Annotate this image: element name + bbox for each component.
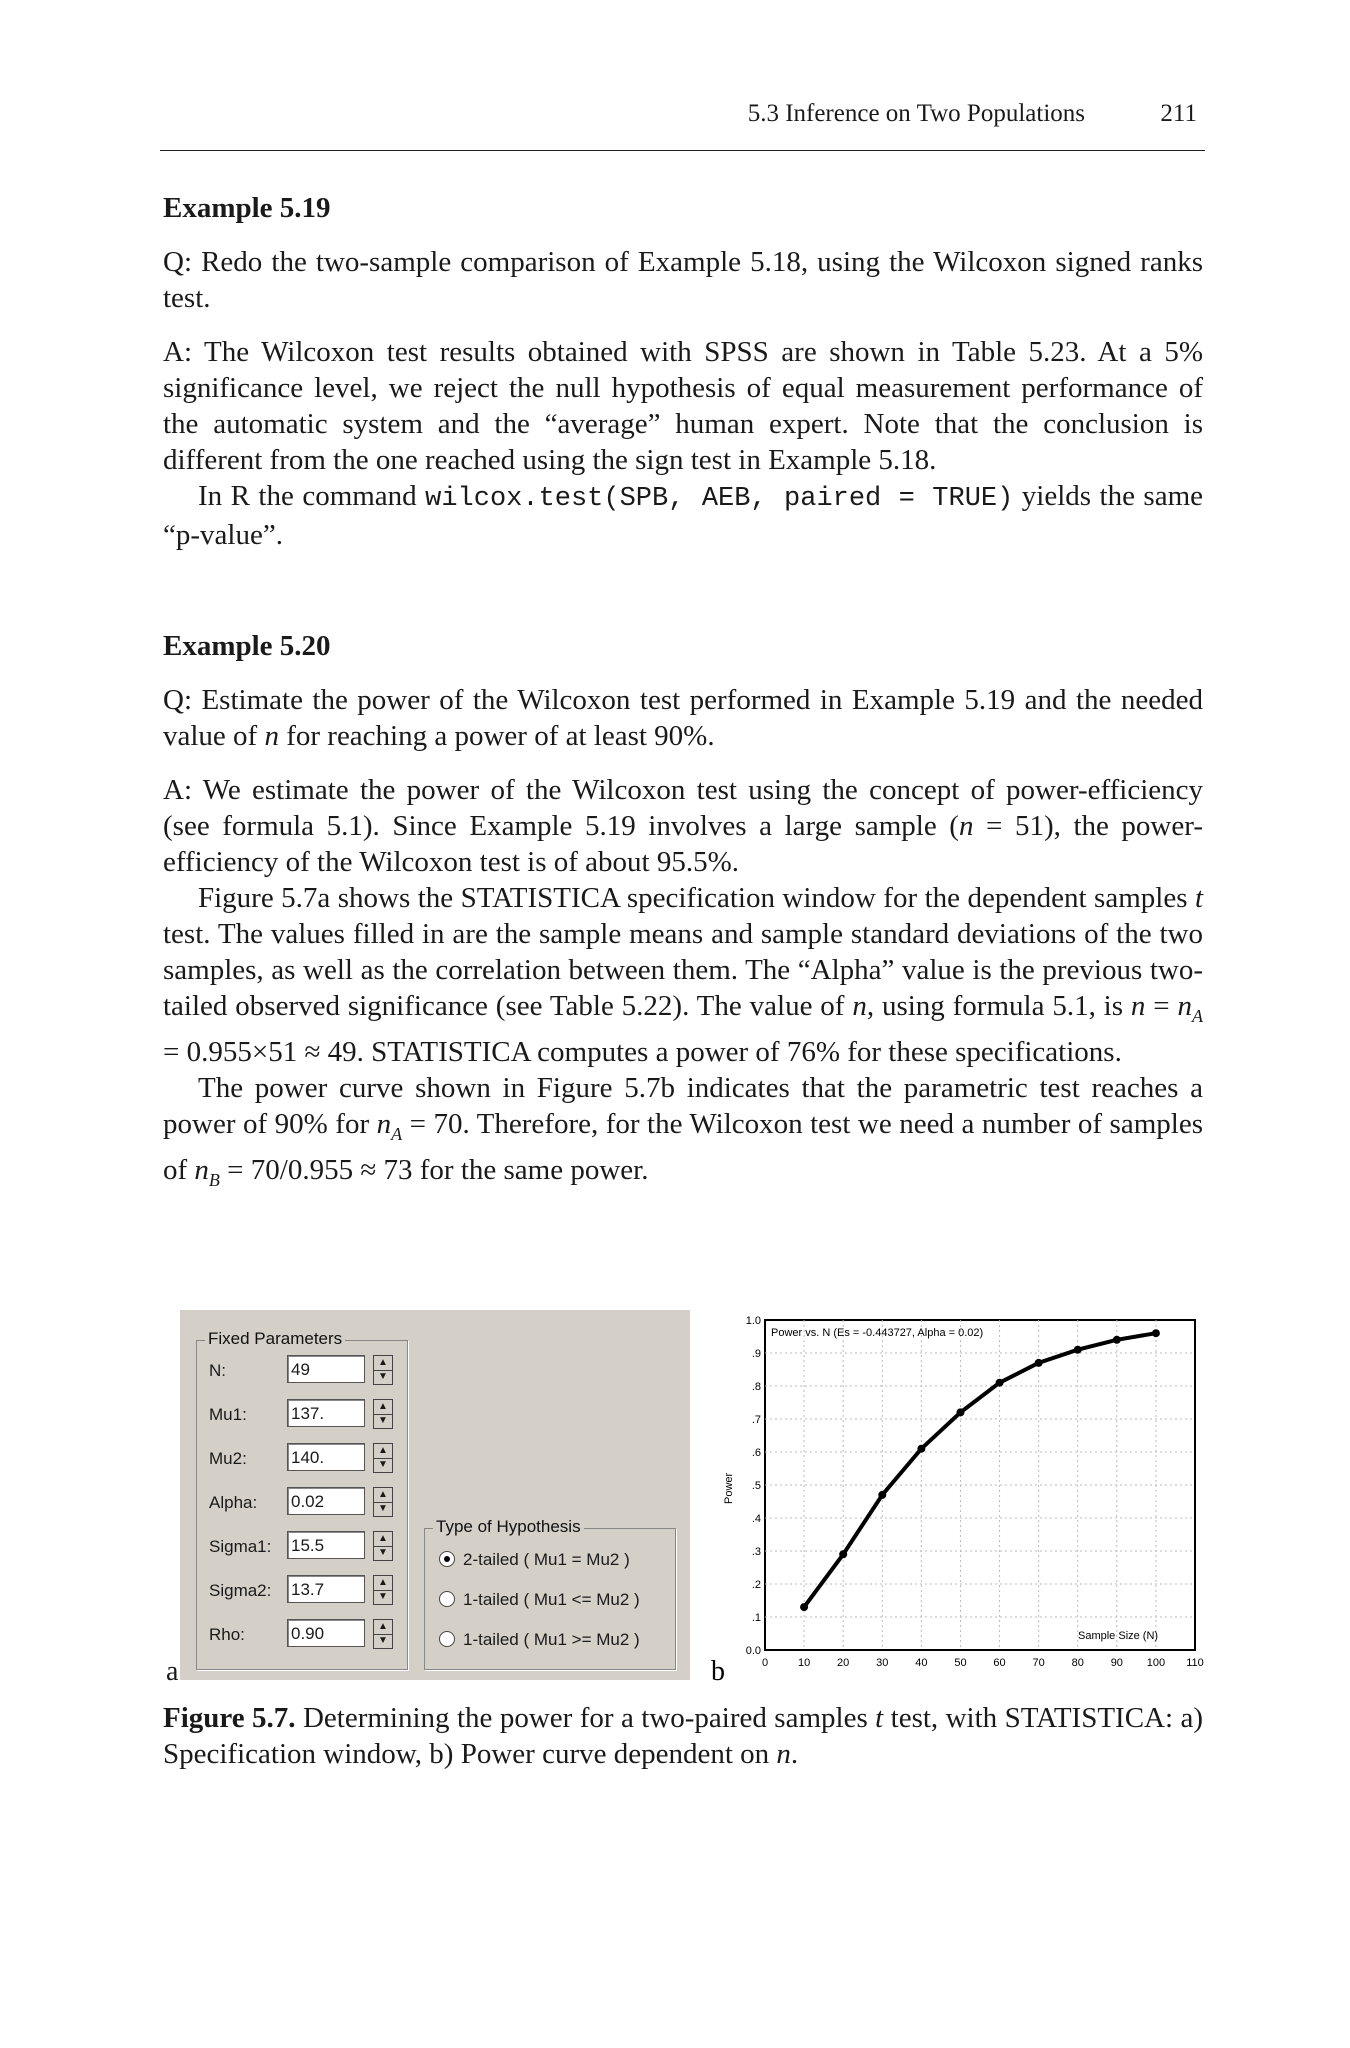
caption-text-3: .	[790, 1738, 799, 1770]
data-point	[1074, 1346, 1082, 1354]
x-tick-label: 10	[797, 1657, 811, 1669]
example-519-answer	[163, 334, 1203, 553]
x-tick-label: 60	[993, 1657, 1006, 1669]
y-tick-label: .4	[751, 1513, 761, 1525]
figure-letter-b: b	[711, 1656, 725, 1687]
radio-unselected-icon[interactable]	[439, 1631, 455, 1647]
y-tick-label: .2	[751, 1579, 761, 1591]
spin-up-icon[interactable]: ▲	[374, 1488, 392, 1503]
a1-text-2: = 51), the power-efficiency of the Wilcoxon test is of about 95.5%.	[163, 810, 1203, 878]
figure-letter-a: a	[166, 1656, 179, 1687]
spin-control[interactable]	[373, 1487, 393, 1517]
r-text-after: yields the same “p-value”.	[163, 480, 1203, 551]
radio-label: 1-tailed ( Mu1 <= Mu2 )	[463, 1590, 640, 1609]
spin-down-icon[interactable]: ▼	[378, 1547, 388, 1558]
spin-control[interactable]	[373, 1619, 393, 1649]
data-point	[956, 1408, 964, 1416]
data-point	[917, 1445, 925, 1453]
spin-up-icon[interactable]: ▲	[374, 1532, 392, 1547]
spin-down-icon[interactable]: ▼	[378, 1635, 388, 1646]
x-tick-label: 30	[876, 1657, 889, 1669]
y-tick-label: 1.0	[745, 1315, 761, 1327]
x-tick-label: 20	[837, 1657, 850, 1669]
q-n: n	[264, 720, 279, 752]
data-point	[839, 1550, 847, 1558]
data-point	[1035, 1359, 1043, 1367]
radio-selected-icon[interactable]	[439, 1551, 455, 1567]
r-code: wilcox.test(SPB, AEB, paired = TRUE)	[425, 484, 1014, 514]
data-point	[996, 1379, 1004, 1387]
answer-paragraph-2	[163, 880, 1203, 1070]
answer-paragraph-1	[163, 772, 1203, 880]
caption-text-2: test, with STATISTICA: a) Specification window, b) Power curve dependent on	[163, 1702, 1203, 1770]
param-input[interactable]: 15.5	[287, 1531, 365, 1559]
p2-sub-a: A	[1192, 1005, 1203, 1026]
param-label: N:	[209, 1361, 226, 1380]
param-label: Sigma2:	[209, 1581, 272, 1600]
p2-text-3: , using formula 5.1, is	[866, 990, 1131, 1022]
statistica-spec-window	[180, 1310, 690, 1680]
p2-text-1: Figure 5.7a shows the STATISTICA specification window for the dependent samples	[198, 882, 1195, 914]
p2-text-2: test. The values filled in are the sample means and sample standard deviations of the two samples, as well as the correlation between them. The “Alpha” value is the previous two-tailed observed significance (see Table 5.22). The value of	[163, 918, 1203, 1022]
example-520-heading: Example 5.20	[163, 630, 331, 662]
y-tick-label: .7	[751, 1414, 761, 1426]
param-input[interactable]: 137.	[287, 1399, 365, 1427]
param-row	[209, 1399, 399, 1431]
spin-control[interactable]	[373, 1575, 393, 1605]
x-tick-label: 40	[915, 1657, 928, 1669]
p2-text-4: =	[1145, 990, 1178, 1022]
chart-title: Power vs. N (Es = -0.443727, Alpha = 0.02)	[771, 1327, 984, 1339]
param-label: Mu1:	[209, 1405, 247, 1424]
x-tick-label: 90	[1110, 1657, 1123, 1669]
radio-label: 1-tailed ( Mu1 >= Mu2 )	[463, 1630, 640, 1649]
spin-down-icon[interactable]: ▼	[378, 1591, 388, 1602]
x-tick-label: 100	[1146, 1657, 1166, 1669]
x-tick-label: 0	[761, 1657, 769, 1669]
param-row	[209, 1531, 399, 1563]
y-tick-label: 0.0	[745, 1645, 761, 1657]
example-519-answer-text: A: The Wilcoxon test results obtained with SPSS are shown in Table 5.23. At a 5% significance level, we reject the null hypothesis of equal measurement performance of the automatic system and the “average” human expert. Note that the conclusion is different from the one reached using the sign test in Example 5.18.	[163, 336, 1203, 476]
figure-caption	[163, 1700, 1203, 1772]
p3-sub-a: A	[391, 1123, 403, 1144]
param-row	[209, 1575, 399, 1607]
page-header	[160, 100, 1205, 151]
param-input[interactable]: 140.	[287, 1443, 365, 1471]
x-tick-label: 80	[1071, 1657, 1084, 1669]
param-row	[209, 1487, 399, 1519]
a1-text-1: A: We estimate the power of the Wilcoxon test using the concept of power-efficiency (see formula 5.1). Since Example 5.19 involves a large sample (	[163, 774, 1203, 842]
param-input[interactable]: 0.90	[287, 1619, 365, 1647]
p3-text-3: = 70/0.955 ≈ 73 for the same power.	[219, 1153, 649, 1186]
y-axis-label: Power	[723, 1472, 735, 1504]
example-519-r-paragraph	[163, 478, 1203, 553]
hypothesis-group	[424, 1517, 676, 1670]
x-axis-label: Sample Size (N)	[1078, 1630, 1159, 1642]
power-curve-chart	[705, 1310, 1225, 1690]
param-input[interactable]: 13.7	[287, 1575, 365, 1603]
spin-up-icon[interactable]: ▲	[374, 1444, 392, 1459]
spin-up-icon[interactable]: ▲	[374, 1400, 392, 1415]
caption-text-1: Determining the power for a two-paired samples	[295, 1702, 876, 1734]
p2-n3: n	[1177, 990, 1192, 1022]
caption-n: n	[776, 1738, 791, 1770]
q-text-1: Q: Estimate the power of the Wilcoxon test performed in Example 5.19 and the needed value of	[163, 684, 1203, 752]
param-row	[209, 1443, 399, 1475]
spin-down-icon[interactable]: ▼	[378, 1503, 388, 1514]
param-row	[209, 1619, 399, 1651]
p2-t: t	[1194, 882, 1203, 914]
spin-control[interactable]	[373, 1399, 393, 1429]
fixed-parameters-group	[196, 1329, 408, 1670]
p3-sub-b: B	[208, 1169, 220, 1190]
y-tick-label: .3	[751, 1546, 761, 1558]
caption-label: Figure 5.7.	[163, 1702, 296, 1734]
param-input[interactable]: 49	[287, 1355, 365, 1383]
spin-down-icon[interactable]: ▼	[378, 1415, 388, 1426]
spin-down-icon[interactable]: ▼	[378, 1459, 388, 1470]
x-tick-label: 70	[1032, 1657, 1045, 1669]
fixed-parameters-title: Fixed Parameters	[205, 1329, 345, 1349]
x-ticks	[762, 1657, 1204, 1669]
data-point	[1152, 1329, 1160, 1337]
caption-t: t	[875, 1702, 884, 1734]
param-label: Alpha:	[209, 1493, 258, 1512]
page-number: 211	[1160, 100, 1197, 127]
param-label: Sigma1:	[209, 1537, 272, 1556]
data-point	[878, 1491, 886, 1499]
p3-n1: n	[376, 1107, 392, 1140]
spin-up-icon[interactable]: ▲	[374, 1576, 392, 1591]
data-point	[1113, 1336, 1121, 1344]
running-title: 5.3 Inference on Two Populations	[747, 100, 1085, 127]
y-tick-label: .5	[751, 1480, 761, 1492]
q-text-2: for reaching a power of at least 90%.	[278, 720, 715, 752]
y-tick-label: .6	[751, 1447, 761, 1459]
a1-n: n	[958, 810, 974, 842]
example-519-question: Q: Redo the two-sample comparison of Example 5.18, using the Wilcoxon signed ranks test.	[163, 246, 1203, 314]
spin-up-icon[interactable]: ▲	[374, 1356, 392, 1371]
param-label: Mu2:	[209, 1449, 247, 1468]
param-label: Rho:	[209, 1625, 245, 1644]
example-520-question	[163, 682, 1203, 754]
data-point	[800, 1603, 808, 1611]
p2-text-5: = 0.955×51 ≈ 49. STATISTICA computes a power of 76% for these specifications.	[163, 1035, 1122, 1068]
x-tick-label: 50	[954, 1657, 967, 1669]
spin-down-icon[interactable]: ▼	[378, 1371, 388, 1382]
r-text-before: In R the command	[198, 480, 426, 512]
spin-up-icon[interactable]: ▲	[374, 1620, 392, 1635]
example-520-answer	[163, 772, 1203, 1197]
p3-n2: n	[194, 1153, 209, 1186]
spin-control[interactable]	[373, 1355, 393, 1385]
param-row	[209, 1355, 399, 1387]
spin-control[interactable]	[373, 1443, 393, 1473]
spin-control[interactable]	[373, 1531, 393, 1561]
y-tick-label: .1	[751, 1612, 761, 1624]
p3-text-1: The power curve shown in Figure 5.7b indicates that the parametric test reaches a power of 90% for	[163, 1071, 1203, 1140]
y-tick-label: .8	[751, 1381, 761, 1393]
answer-paragraph-3	[163, 1070, 1203, 1198]
y-ticks	[746, 1315, 761, 1657]
x-tick-label: 110	[1186, 1657, 1204, 1669]
p3-text-2: = 70. Therefore, for the Wilcoxon test we need a number of samples of	[163, 1107, 1203, 1186]
hypothesis-title: Type of Hypothesis	[433, 1517, 584, 1537]
p2-n1: n	[852, 990, 867, 1022]
y-tick-label: .9	[751, 1348, 761, 1360]
param-input[interactable]: 0.02	[287, 1487, 365, 1515]
radio-label: 2-tailed ( Mu1 = Mu2 )	[463, 1550, 630, 1569]
radio-unselected-icon[interactable]	[439, 1591, 455, 1607]
p2-n2: n	[1130, 990, 1146, 1022]
example-519-heading: Example 5.19	[163, 192, 331, 224]
